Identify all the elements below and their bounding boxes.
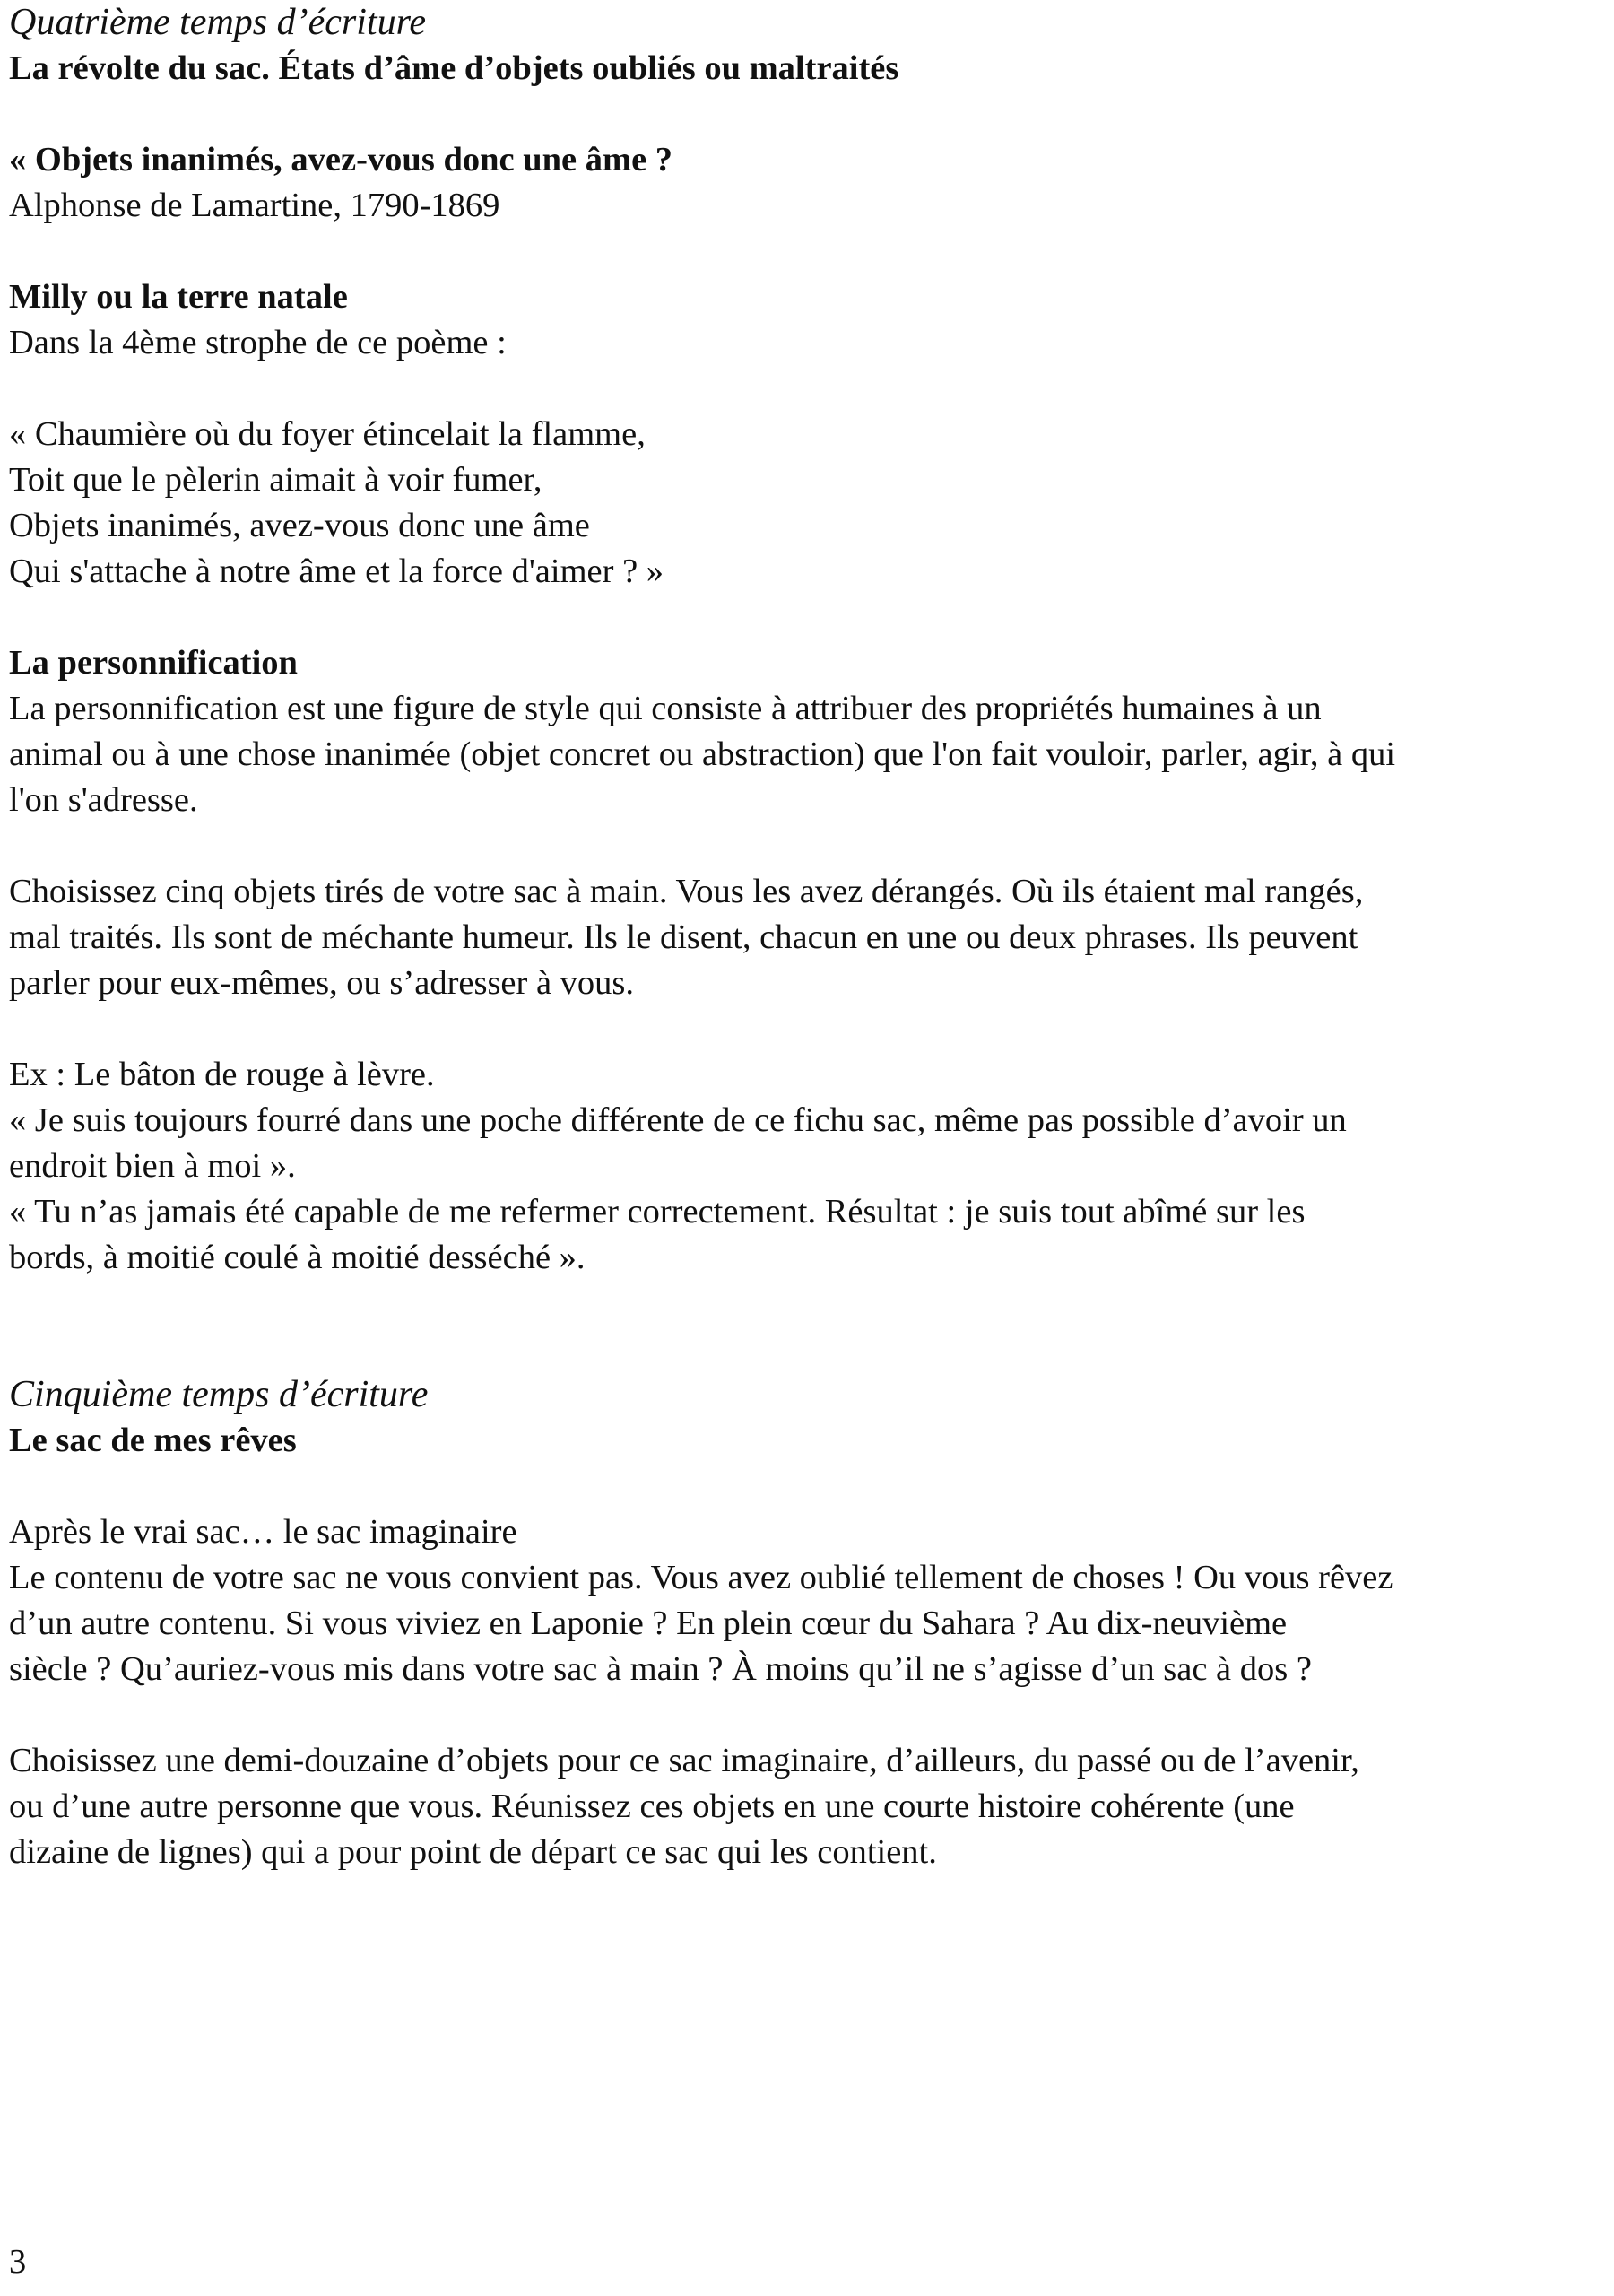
poem-line: Objets inanimés, avez-vous donc une âme	[9, 507, 590, 544]
example-line: « Tu n’as jamais été capable de me refermer correctement. Résultat : je suis tout abîmé sur les	[9, 1193, 1306, 1231]
personification-line: l'on s'adresse.	[9, 781, 198, 819]
example-line: Ex : Le bâton de rouge à lèvre.	[9, 1056, 435, 1093]
personification-line: La personnification est une figure de style qui consiste à attribuer des propriétés humaines à un	[9, 690, 1322, 727]
instructions-line: mal traités. Ils sont de méchante humeur. Ils le disent, chacun en une ou deux phrases. Ils peuvent	[9, 918, 1358, 956]
personification-title: La personnification	[9, 644, 298, 682]
example-line: endroit bien à moi ».	[9, 1147, 296, 1185]
poem-title: Milly ou la terre natale	[9, 278, 348, 316]
example-line: « Je suis toujours fourré dans une poche différente de ce fichu sac, même pas possible d’avoir un	[9, 1101, 1347, 1139]
poem-line: Toit que le pèlerin aimait à voir fumer,	[9, 461, 542, 499]
section5-intro-line: Après le vrai sac… le sac imaginaire	[9, 1513, 517, 1551]
personification-line: animal ou à une chose inanimée (objet concret ou abstraction) que l'on fait vouloir, parler, agir, à qui	[9, 735, 1396, 773]
section5-intro-line: siècle ? Qu’auriez-vous mis dans votre sac à main ? À moins qu’il ne s’agisse d’un sac à dos ?	[9, 1650, 1312, 1688]
section5-intro-line: Le contenu de votre sac ne vous convient pas. Vous avez oublié tellement de choses ! Ou vous rêvez	[9, 1559, 1393, 1596]
section5-instructions-line: ou d’une autre personne que vous. Réunissez ces objets en une courte histoire cohérente (une	[9, 1787, 1295, 1825]
section5-title: Le sac de mes rêves	[9, 1422, 297, 1459]
section4-title: La révolte du sac. États d’âme d’objets oubliés ou maltraités	[9, 49, 899, 87]
section5-instructions-line: Choisissez une demi-douzaine d’objets pour ce sac imaginaire, d’ailleurs, du passé ou de l’avenir,	[9, 1742, 1359, 1779]
quote-author: Alphonse de Lamartine, 1790-1869	[9, 187, 500, 224]
section5-intro-line: d’un autre contenu. Si vous viviez en Laponie ? En plein cœur du Sahara ? Au dix-neuvième	[9, 1605, 1288, 1642]
document-page	[9, 0, 1605, 1875]
poem-intro: Dans la 4ème strophe de ce poème :	[9, 324, 507, 361]
section4-heading: Quatrième temps d’écriture	[9, 2, 426, 43]
example-line: bords, à moitié coulé à moitié desséché ».	[9, 1239, 586, 1276]
section5-heading: Cinquième temps d’écriture	[9, 1374, 429, 1415]
instructions-line: Choisissez cinq objets tirés de votre sac à main. Vous les avez dérangés. Où ils étaient mal rangés,	[9, 873, 1364, 910]
quote-title: « Objets inanimés, avez-vous donc une âme ?	[9, 141, 673, 178]
page-number: 3	[9, 2243, 27, 2281]
section5-instructions-line: dizaine de lignes) qui a pour point de départ ce sac qui les contient.	[9, 1833, 937, 1871]
instructions-line: parler pour eux-mêmes, ou s’adresser à vous.	[9, 964, 635, 1002]
poem-line: Qui s'attache à notre âme et la force d'aimer ? »	[9, 552, 664, 590]
poem-line: « Chaumière où du foyer étincelait la flamme,	[9, 415, 646, 453]
